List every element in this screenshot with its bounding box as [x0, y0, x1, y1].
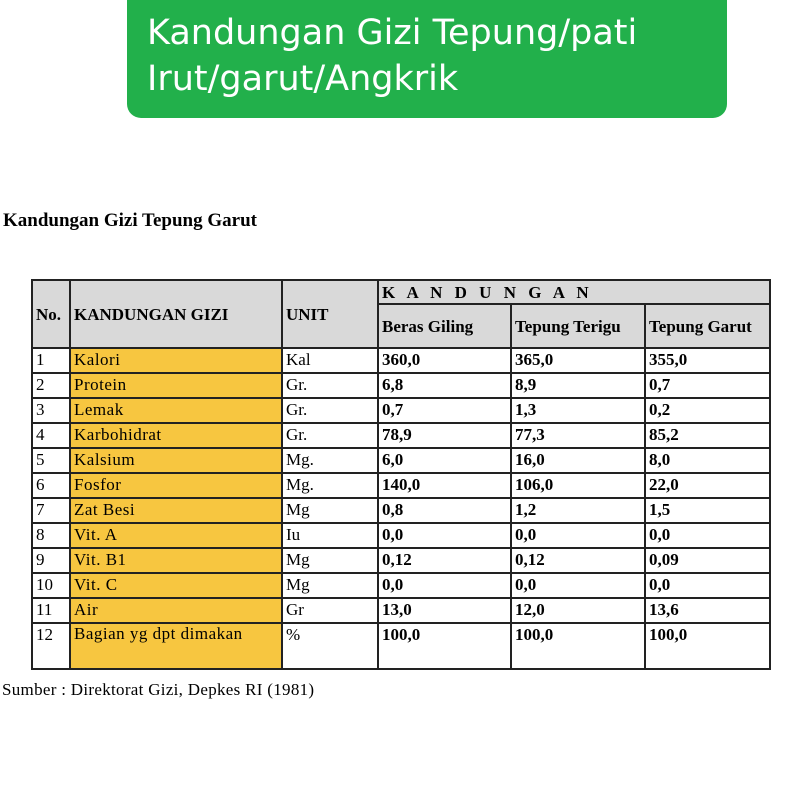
nutrient-name: Fosfor — [70, 473, 282, 498]
header-kandungan-gizi: KANDUNGAN GIZI — [70, 280, 282, 348]
header-unit: UNIT — [282, 280, 378, 348]
beras-giling-value: 78,9 — [378, 423, 511, 448]
tepung-terigu-value: 0,0 — [511, 523, 645, 548]
header-tepung-terigu: Tepung Terigu — [511, 304, 645, 348]
tepung-garut-value: 1,5 — [645, 498, 770, 523]
row-number: 9 — [32, 548, 70, 573]
unit-cell: Mg — [282, 548, 378, 573]
row-number: 12 — [32, 623, 70, 669]
tepung-terigu-value: 16,0 — [511, 448, 645, 473]
nutrient-name: Kalori — [70, 348, 282, 373]
table-row — [32, 423, 770, 448]
table-row — [32, 548, 770, 573]
table-body — [32, 348, 770, 669]
header-beras-giling: Beras Giling — [378, 304, 511, 348]
table-row — [32, 373, 770, 398]
tepung-terigu-value: 77,3 — [511, 423, 645, 448]
header-kandungan: K A N D U N G A N — [378, 280, 770, 304]
beras-giling-value: 0,8 — [378, 498, 511, 523]
tepung-terigu-value: 12,0 — [511, 598, 645, 623]
tepung-garut-value: 0,7 — [645, 373, 770, 398]
row-number: 6 — [32, 473, 70, 498]
nutrient-name: Lemak — [70, 398, 282, 423]
row-number: 10 — [32, 573, 70, 598]
table-row — [32, 623, 770, 669]
header-no: No. — [32, 280, 70, 348]
nutrient-name: Protein — [70, 373, 282, 398]
source-note: Sumber : Direktorat Gizi, Depkes RI (1981) — [2, 680, 315, 699]
tepung-garut-value: 355,0 — [645, 348, 770, 373]
nutrient-name: Zat Besi — [70, 498, 282, 523]
tepung-garut-value: 22,0 — [645, 473, 770, 498]
row-number: 3 — [32, 398, 70, 423]
unit-cell: Mg. — [282, 473, 378, 498]
row-number: 11 — [32, 598, 70, 623]
tepung-garut-value: 0,0 — [645, 573, 770, 598]
unit-cell: Kal — [282, 348, 378, 373]
nutrient-name: Vit. A — [70, 523, 282, 548]
nutrient-name: Bagian yg dpt dimakan — [70, 623, 282, 669]
beras-giling-value: 6,0 — [378, 448, 511, 473]
row-number: 2 — [32, 373, 70, 398]
row-number: 5 — [32, 448, 70, 473]
tepung-terigu-value: 106,0 — [511, 473, 645, 498]
tepung-terigu-value: 0,12 — [511, 548, 645, 573]
banner-title-line-1: Kandungan Gizi Tepung/pati — [147, 13, 638, 53]
tepung-terigu-value: 1,2 — [511, 498, 645, 523]
table-row — [32, 348, 770, 373]
tepung-terigu-value: 1,3 — [511, 398, 645, 423]
beras-giling-value: 140,0 — [378, 473, 511, 498]
unit-cell: Gr — [282, 598, 378, 623]
beras-giling-value: 0,0 — [378, 573, 511, 598]
banner-title-line-2: Irut/garut/Angkrik — [147, 59, 459, 99]
beras-giling-value: 100,0 — [378, 623, 511, 669]
row-number: 7 — [32, 498, 70, 523]
beras-giling-value: 13,0 — [378, 598, 511, 623]
tepung-terigu-value: 0,0 — [511, 573, 645, 598]
title-banner — [127, 0, 727, 118]
document-title: Kandungan Gizi Tepung Garut — [3, 210, 257, 231]
unit-cell: Mg — [282, 573, 378, 598]
beras-giling-value: 360,0 — [378, 348, 511, 373]
tepung-garut-value: 100,0 — [645, 623, 770, 669]
beras-giling-value: 0,12 — [378, 548, 511, 573]
tepung-terigu-value: 100,0 — [511, 623, 645, 669]
nutrient-name: Air — [70, 598, 282, 623]
tepung-garut-value: 0,09 — [645, 548, 770, 573]
tepung-garut-value: 8,0 — [645, 448, 770, 473]
tepung-terigu-value: 365,0 — [511, 348, 645, 373]
row-number: 4 — [32, 423, 70, 448]
tepung-terigu-value: 8,9 — [511, 373, 645, 398]
nutrition-table — [31, 279, 771, 670]
table-row — [32, 598, 770, 623]
row-number: 8 — [32, 523, 70, 548]
table-row — [32, 398, 770, 423]
nutrient-name: Kalsium — [70, 448, 282, 473]
table-row — [32, 473, 770, 498]
tepung-garut-value: 13,6 — [645, 598, 770, 623]
tepung-garut-value: 85,2 — [645, 423, 770, 448]
row-number: 1 — [32, 348, 70, 373]
beras-giling-value: 6,8 — [378, 373, 511, 398]
beras-giling-value: 0,0 — [378, 523, 511, 548]
table-row — [32, 573, 770, 598]
unit-cell: Mg. — [282, 448, 378, 473]
nutrient-name: Karbohidrat — [70, 423, 282, 448]
unit-cell: Iu — [282, 523, 378, 548]
tepung-garut-value: 0,2 — [645, 398, 770, 423]
table-row — [32, 523, 770, 548]
unit-cell: Mg — [282, 498, 378, 523]
header-tepung-garut: Tepung Garut — [645, 304, 770, 348]
unit-cell: Gr. — [282, 423, 378, 448]
nutrient-name: Vit. C — [70, 573, 282, 598]
unit-cell: Gr. — [282, 373, 378, 398]
unit-cell: Gr. — [282, 398, 378, 423]
table-row — [32, 448, 770, 473]
table-row — [32, 498, 770, 523]
unit-cell: % — [282, 623, 378, 669]
beras-giling-value: 0,7 — [378, 398, 511, 423]
tepung-garut-value: 0,0 — [645, 523, 770, 548]
nutrient-name: Vit. B1 — [70, 548, 282, 573]
